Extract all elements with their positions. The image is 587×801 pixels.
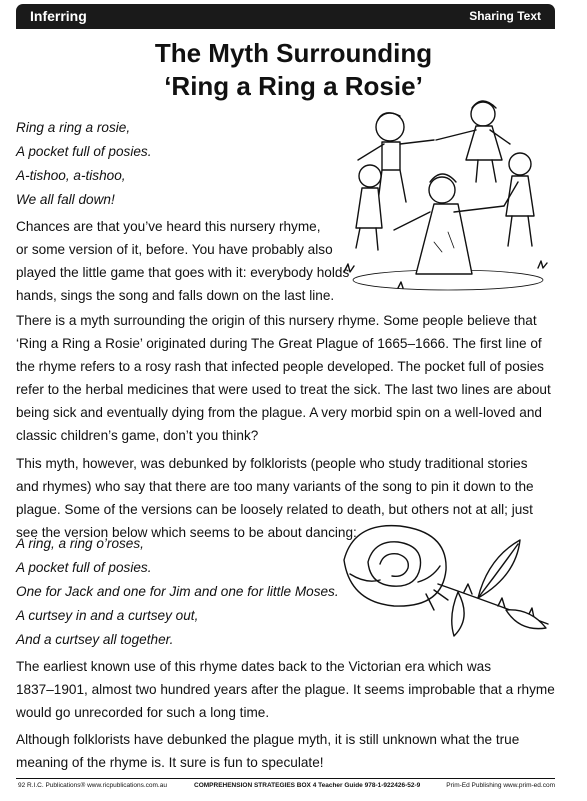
poem-line: And a curtsey all together.: [16, 632, 174, 647]
paragraph-line: There is a myth surrounding the origin of this nursery rhyme. Some people believe that: [16, 313, 537, 328]
poem-line: A-tishoo, a-tishoo,: [16, 168, 126, 183]
page-title-line-2: ‘Ring a Ring a Rosie’: [164, 71, 423, 101]
footer-right: Prim-Ed Publishing www.prim-ed.com: [446, 782, 555, 789]
paragraph-line: ‘Ring a Ring a Rosie’ originated during The Great Plague of 1665–1666. The first line of: [16, 336, 542, 351]
paragraph-line: 1837–1901, almost two hundred years after the plague. It seems improbable that a rhyme: [16, 682, 555, 697]
paragraph-line: classic children’s game, don’t you think?: [16, 428, 259, 443]
paragraph-line: or some version of it, before. You have probably also: [16, 242, 333, 257]
footer-left: 92 R.I.C. Publications® www.ricpublications.com.au: [18, 782, 167, 789]
paragraph-line: and rhymes) who say that there are too many variants of the song to pin it down to the: [16, 479, 534, 494]
footer-rule: [16, 778, 555, 779]
paragraph-line: The earliest known use of this rhyme dates back to the Victorian era which was: [16, 659, 492, 674]
paragraph-line: hands, sings the song and falls down on the last line.: [16, 288, 335, 303]
children-dancing-illustration: [338, 92, 558, 302]
poem-line: Ring a ring a rosie,: [16, 120, 131, 135]
poem-line: We all fall down!: [16, 192, 115, 207]
poem-line: A ring, a ring o’roses,: [16, 536, 144, 551]
paragraph-line: Although folklorists have debunked the plague myth, it is still unknown what the true: [16, 732, 520, 747]
paragraph-line: played the little game that goes with it: everybody holds: [16, 265, 350, 280]
poem-line: A pocket full of posies.: [16, 560, 152, 575]
footer-center: COMPREHENSION STRATEGIES BOX 4 Teacher Guide 978-1-922426-52-9: [194, 782, 421, 789]
poem-line: One for Jack and one for Jim and one for little Moses.: [16, 584, 339, 599]
poem-line: A curtsey in and a curtsey out,: [16, 608, 199, 623]
rose-illustration: [338, 512, 558, 642]
header-bar: [16, 4, 555, 29]
section-label: Inferring: [30, 8, 87, 24]
paragraph-line: the rhyme refers to a rosy rash that infected people developed. The pocket full of posies: [16, 359, 544, 374]
poem-line: A pocket full of posies.: [16, 144, 152, 159]
paragraph-line: see the version below which seems to be about dancing:: [16, 525, 357, 540]
paragraph-line: refer to the herbal medicines that were used to treat the sick. The last two lines are about: [16, 382, 551, 397]
page-title-line-1: The Myth Surrounding: [154, 38, 433, 68]
paragraph-line: meaning of the rhyme is. It sure is fun to speculate!: [16, 755, 324, 770]
paragraph-line: plague. Some of the versions can be loosely related to death, but others not at all; just: [16, 502, 533, 517]
paragraph-line: would go unrecorded for such a long time.: [16, 705, 270, 720]
header-tag: Sharing Text: [469, 9, 541, 23]
paragraph-line: This myth, however, was debunked by folklorists (people who study traditional stories: [16, 456, 528, 471]
paragraph-line: being sick and eventually dying from the plague. A very morbid spin on a well-loved and: [16, 405, 542, 420]
paragraph-line: Chances are that you’ve heard this nursery rhyme,: [16, 219, 321, 234]
